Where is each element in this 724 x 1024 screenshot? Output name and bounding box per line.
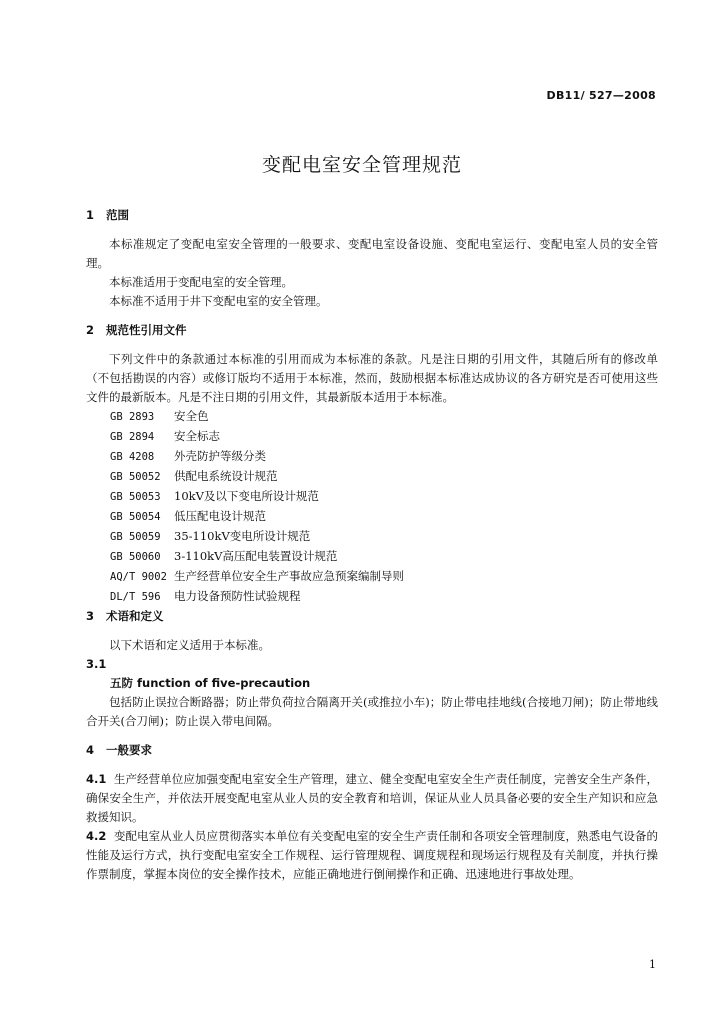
section-title: 范围 — [106, 208, 129, 222]
section-heading-normative-references — [86, 321, 658, 340]
reference-name: 外壳防护等级分类 — [174, 449, 266, 463]
scope-paragraph-2: 本标准适用于变配电室的安全管理。 — [109, 275, 293, 289]
section-title: 术语和定义 — [106, 609, 164, 623]
section-heading-terms — [86, 607, 658, 626]
reference-name: 安全标志 — [174, 429, 220, 443]
reference-code: GB 2894 — [110, 431, 155, 443]
reference-name: 10kV及以下变电所设计规范 — [174, 489, 319, 503]
reference-code: GB 50052 — [110, 471, 161, 483]
reference-item — [86, 567, 658, 587]
section-heading-general-requirements — [86, 741, 658, 760]
reference-code: DL/T 596 — [110, 591, 161, 603]
clause-number: 4.2 — [86, 829, 107, 843]
clause-number: 4.1 — [86, 772, 107, 786]
reference-code: GB 50059 — [110, 531, 161, 543]
scope-paragraph-1: 本标准规定了变配电室安全管理的一般要求、变配电室设备设施、变配电室运行、变配电室人员的安全管理。 — [86, 237, 658, 270]
section-heading-scope — [86, 206, 658, 225]
reference-item — [86, 587, 658, 607]
standard-code: DB11/ 527—2008 — [546, 89, 656, 102]
reference-code: AQ/T 9002 — [110, 571, 167, 583]
reference-item — [86, 427, 658, 447]
section-number: 3 — [86, 609, 95, 623]
reference-name: 生产经营单位安全生产事故应急预案编制导则 — [174, 569, 404, 583]
clause-text: 变配电室从业人员应贯彻落实本单位有关变配电室的安全生产责任制和各项安全管理制度，熟悉电气设备的性能及运行方式，执行变配电室安全工作规程、运行管理规程、调度规程和现场运行规程及有关制度，并执行操作票制度，掌握本岗位的安全操作技术，应能正确地进行倒闸操作和正确、迅速地进行事故处理。 — [86, 829, 659, 881]
reference-item — [86, 487, 658, 507]
reference-code: GB 50060 — [110, 551, 161, 563]
clause-number: 3.1 — [86, 657, 107, 671]
clause-text: 生产经营单位应加强变配电室安全生产管理，建立、健全变配电室安全生产责任制度，完善安全生产条件，确保安全生产，并依法开展变配电室从业人员的安全教育和培训，保证从业人员具备必要的安全生产知识和应急救援知识。 — [86, 772, 659, 824]
reference-name: 供配电系统设计规范 — [174, 469, 278, 483]
section-title: 规范性引用文件 — [106, 323, 187, 337]
reference-item — [86, 447, 658, 467]
document-title: 变配电室安全管理规范 — [261, 154, 462, 176]
terms-intro: 以下术语和定义适用于本标准。 — [109, 638, 270, 652]
reference-item — [86, 507, 658, 527]
reference-code: GB 50053 — [110, 491, 161, 503]
clause-4-1 — [86, 770, 658, 827]
reference-code: GB 2893 — [110, 411, 155, 423]
section-title: 一般要求 — [106, 743, 152, 757]
term-title: 五防 function of five-precaution — [110, 676, 311, 690]
scope-paragraph-3: 本标准不适用于井下变配电室的安全管理。 — [109, 294, 328, 308]
document-body — [86, 206, 658, 884]
page-number: 1 — [649, 958, 656, 971]
section-number: 4 — [86, 743, 95, 757]
section-number: 2 — [86, 323, 95, 337]
reference-item — [86, 527, 658, 547]
reference-code: GB 4208 — [110, 451, 155, 463]
reference-name: 35-110kV变电所设计规范 — [174, 529, 311, 543]
section-number: 1 — [86, 208, 95, 222]
reference-name: 电力设备预防性试验规程 — [174, 589, 301, 603]
reference-item — [86, 407, 658, 427]
reference-item — [86, 467, 658, 487]
clause-4-2 — [86, 827, 658, 884]
term-definition: 包括防止误拉合断路器；防止带负荷拉合隔离开关(或推拉小车)；防止带电挂地线(合接地刀闸)；防止带地线合开关(合刀闸)；防止误入带电间隔。 — [86, 695, 658, 728]
reference-code: GB 50054 — [110, 511, 161, 523]
reference-name: 低压配电设计规范 — [174, 509, 266, 523]
reference-name: 3-110kV高压配电装置设计规范 — [174, 549, 338, 563]
references-intro: 下列文件中的条款通过本标准的引用而成为本标准的条款。凡是注日期的引用文件，其随后所有的修改单（不包括勘误的内容）或修订版均不适用于本标准，然而，鼓励根据本标准达成协议的各方研究是否可使用这些文件的最新版本。凡是不注日期的引用文件，其最新版本适用于本标准。 — [86, 352, 658, 404]
reference-list — [86, 407, 658, 607]
reference-item — [86, 547, 658, 567]
reference-name: 安全色 — [174, 409, 209, 423]
